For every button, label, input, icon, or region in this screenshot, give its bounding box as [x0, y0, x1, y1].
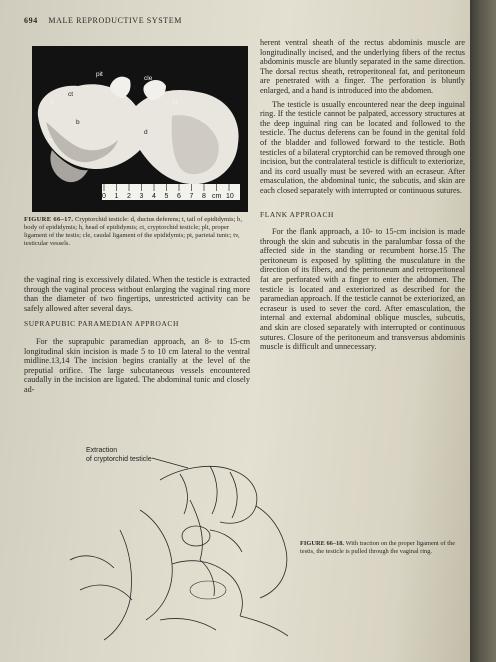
scale-8: 8 — [202, 193, 206, 200]
section-heading-suprapubic: SUPRAPUBIC PARAMEDIAN APPROACH — [24, 319, 179, 329]
caption-text: Cryptorchid testicle: d, ductus deferens; t, tail of epididymis; b, body of epididymis; h, head of epididymis; ct, cryptorchid testicle; plt, proper ligament of the testis; cle, caudal ligament of the epididymis; pt, parietal tunic; tv, testicular vessels. — [24, 216, 242, 247]
scale-7: 7 — [189, 193, 194, 200]
scale-3: 3 — [139, 193, 144, 200]
label-pit: pit — [96, 71, 103, 78]
right-para-2: The testicle is usually encountered near the deep inguinal ring. If the testicle cannot be palpated, accessory structures at the deep inguinal ring can be located and followed to the testicle. The ductus deferens can be found in the genital fold of the bladder and followed forward to the testicle. Both testicles of a bilateral cryptorchid can be removed through one incision, but the contralateral testicle is difficult to exteriorize, and its cord usually must be severed with an ecraseur. After emasculation, the abdominal tunic, the subcutis, and skin are each closed separately with interrupted or continuous sutures. — [260, 99, 465, 195]
label-pt: pt — [172, 99, 178, 106]
figure-66-17-photo — [32, 46, 248, 212]
left-para-2: For the suprapubic paramedian approach, an 8- to 15-cm longitudinal skin incision is made 5 to 10 cm lateral to the ventral midline.13,14 The incision begins cranially at the level of the preputial orifice. The large subcutaneous vessels encountered caudally in the incision are ligated. The abdominal tunic and closely ad- — [24, 336, 250, 394]
figure-66-18-drawing — [60, 440, 300, 645]
section-heading-flank: FLANK APPROACH — [260, 209, 334, 219]
scale-1: 1 — [114, 193, 119, 200]
label-cle: cle — [144, 75, 153, 82]
right-para-3: For the flank approach, a 10- to 15-cm incision is made through the skin and subcutis in the paralumbar fossa of the affected side in the standing or recumbent horse.15 The peritoneum is exposed by splitting the musculature in the direction of its fibers, and the peritoneum and retroperitoneal fat are perforated with a finger to enter the abdomen. The testicle is located and exteriorized as described for the paramedian approach. If the testicle cannot be exteriorized, an ecraseur is used to sever the cord. After emasculation, the internal and external abdominal oblique muscles, subcutis, and skin are closed separately with interrupted or continuous sutures. Closure of the peritoneum and transversus abdominis muscle is difficult and unnecessary. — [260, 227, 465, 352]
caption-lead: FIGURE 66–17. — [24, 216, 74, 223]
page-header — [24, 16, 182, 25]
right-column — [260, 38, 465, 356]
right-para-1: herent ventral sheath of the rectus abdominis muscle are longitudinally incised, and the underlying fibers of the rectus abdominis muscle are bluntly separated in the same direction. The dorsal rectus sheath, retroperitoneal fat, and peritoneum are penetrated with a finger. The perforation is bluntly enlarged, and a hand is introduced into the abdomen. — [260, 38, 465, 95]
label-d: d — [144, 129, 148, 136]
label-t: t — [134, 85, 136, 92]
page-edge-shadow — [470, 0, 496, 662]
surgery-illustration — [60, 440, 300, 645]
scale-4: 4 — [152, 193, 156, 200]
label-b: b — [76, 119, 80, 126]
callout-line-1: Extraction — [86, 447, 118, 454]
scale-2: 2 — [127, 193, 131, 200]
page-number: 694 — [24, 16, 38, 25]
fig18-caption-lead: FIGURE 66–18. — [300, 540, 345, 547]
left-column — [24, 275, 250, 399]
scale-cm: cm — [212, 193, 222, 200]
scale-0: 0 — [102, 193, 106, 200]
label-tv: tv — [48, 137, 54, 144]
figure-66-18-caption — [300, 540, 468, 555]
running-title: MALE REPRODUCTIVE SYSTEM — [48, 16, 182, 25]
scale-5: 5 — [164, 193, 169, 200]
label-ct: ct — [68, 91, 74, 98]
label-h: h — [50, 99, 54, 106]
scale-10: 10 — [226, 193, 234, 200]
fig18-caption-text: With traction on the proper ligament of the testis, the testicle is pulled through the vaginal ring. — [300, 540, 456, 555]
specimen-illustration — [32, 46, 248, 212]
left-para-1: the vaginal ring is excessively dilated. When the testicle is extracted through the vaginal process without enlarging the vaginal ring more than the diameter of two fingertips, unrestricted activity can be safely allowed after several days. — [24, 275, 250, 313]
figure-66-17-caption — [24, 216, 250, 248]
callout-line-2: of cryptorchid testicle — [86, 456, 152, 463]
scale-6: 6 — [177, 193, 181, 200]
